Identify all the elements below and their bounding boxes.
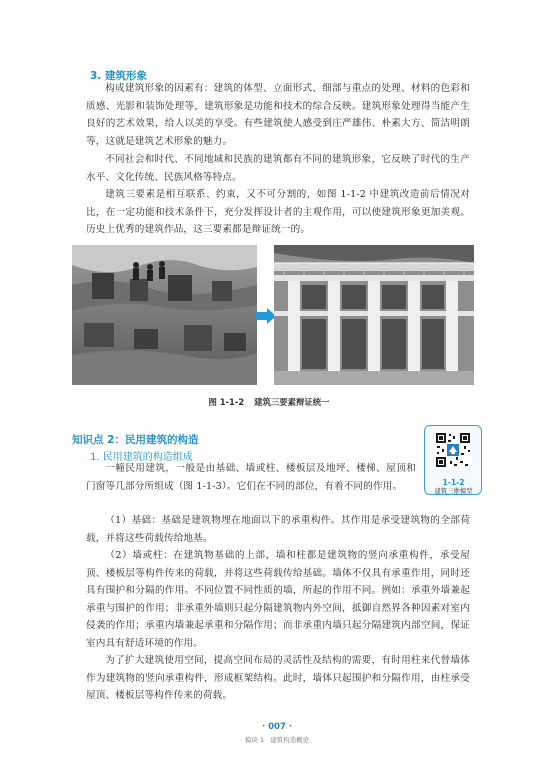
qr-code-label: 建筑三维模型 xyxy=(434,487,473,495)
paragraph-three-elements: 建筑三要素是相互联系、约束，又不可分割的，如图 1-1-2 中建筑改造前后情况对比，在一定功能和技术条件下，充分发挥设计者的主观作用，可以使建筑形象更加美观。历史上优秀的建筑作品，这三要素都是辩证统一的。 xyxy=(86,189,470,236)
paragraph-building-image-era: 不同社会和时代、不同地域和民族的建筑都有不同的建筑形象，它反映了时代的生产水平、文化传统、民族风格等特点。 xyxy=(86,154,470,183)
paragraph-frame-structure: 为了扩大建筑使用空间，提高空间布局的灵活性及结构的需要，有时用柱来代替墙体作为建筑物的竖向承重构件，形成框架结构。此时，墙体只起围护和分隔作用，由柱承受屋顶、楼板层等构件传来的荷载。 xyxy=(86,655,470,702)
paragraph-building-composition: 一幢民用建筑，一般是由基础、墙或柱、楼板层及地坪、楼梯、屋顶和门窗等几部分所组成（图 1-1-3）。它们在不同的部位，有着不同的作用。 xyxy=(86,463,416,492)
paragraph-wall-column: （2）墙或柱：在建筑物基础的上部，墙和柱都是建筑物的竖向承重构件，承受屋顶、楼板层等构件传来的荷载，并将这些荷载传给基础。墙体不仅具有承重作用，同时还具有围护和分隔的作用。不同位置不同性质的墙，所起的作用不同。例如：承重外墙兼起承重与围护的作用；非承重外墙则只起分隔建筑物内外空间，抵御自然界各种因素对室内侵袭的作用；承重内墙兼起承重和分隔作用；而非承重内墙只起分隔建筑内部空间，保证室内具有舒适环境的作用。 xyxy=(86,550,470,649)
section-heading-building-image: 3. 建筑形象 xyxy=(90,70,147,82)
photo-before-image xyxy=(72,245,257,385)
figure-title: 建筑三要素辩证统一 xyxy=(254,397,330,407)
subsection-heading-composition: 1. 民用建筑的构造组成 xyxy=(90,452,193,463)
arrow-right-icon xyxy=(256,308,276,324)
page-number: · 007 · xyxy=(261,722,293,732)
footer-module: 模块 1 xyxy=(244,736,265,744)
footer-module-title: 建筑构造概论 xyxy=(270,736,310,744)
figure-number: 图 1-1-2 xyxy=(208,397,245,407)
running-footer xyxy=(0,735,554,744)
paragraph-foundation: （1）基础：基础是建筑物埋在地面以下的承重构件。其作用是承受建筑物的全部荷载，并将这些荷载传给地基。 xyxy=(86,515,470,544)
photo-after-renovation xyxy=(274,245,474,385)
knowledge-point-heading: 知识点 2：民用建筑的构造 xyxy=(72,434,199,446)
photo-after-image xyxy=(274,245,474,385)
qr-code-icon[interactable] xyxy=(434,431,472,469)
figure-caption xyxy=(72,396,476,408)
photo-before-renovation xyxy=(72,245,257,385)
qr-code-number: 1-1-2 xyxy=(442,478,465,487)
paragraph-building-image-factors: 构成建筑形象的因素有：建筑的体型、立面形式、细部与重点的处理、材料的色彩和质感、光影和装饰处理等，建筑形象是功能和技术的综合反映。建筑形象处理得当能产生良好的艺术效果，给人以美的享受。有些建筑使人感受到庄严雄伟、朴素大方、简洁明朗等，这就是建筑艺术形象的魅力。 xyxy=(86,83,470,147)
